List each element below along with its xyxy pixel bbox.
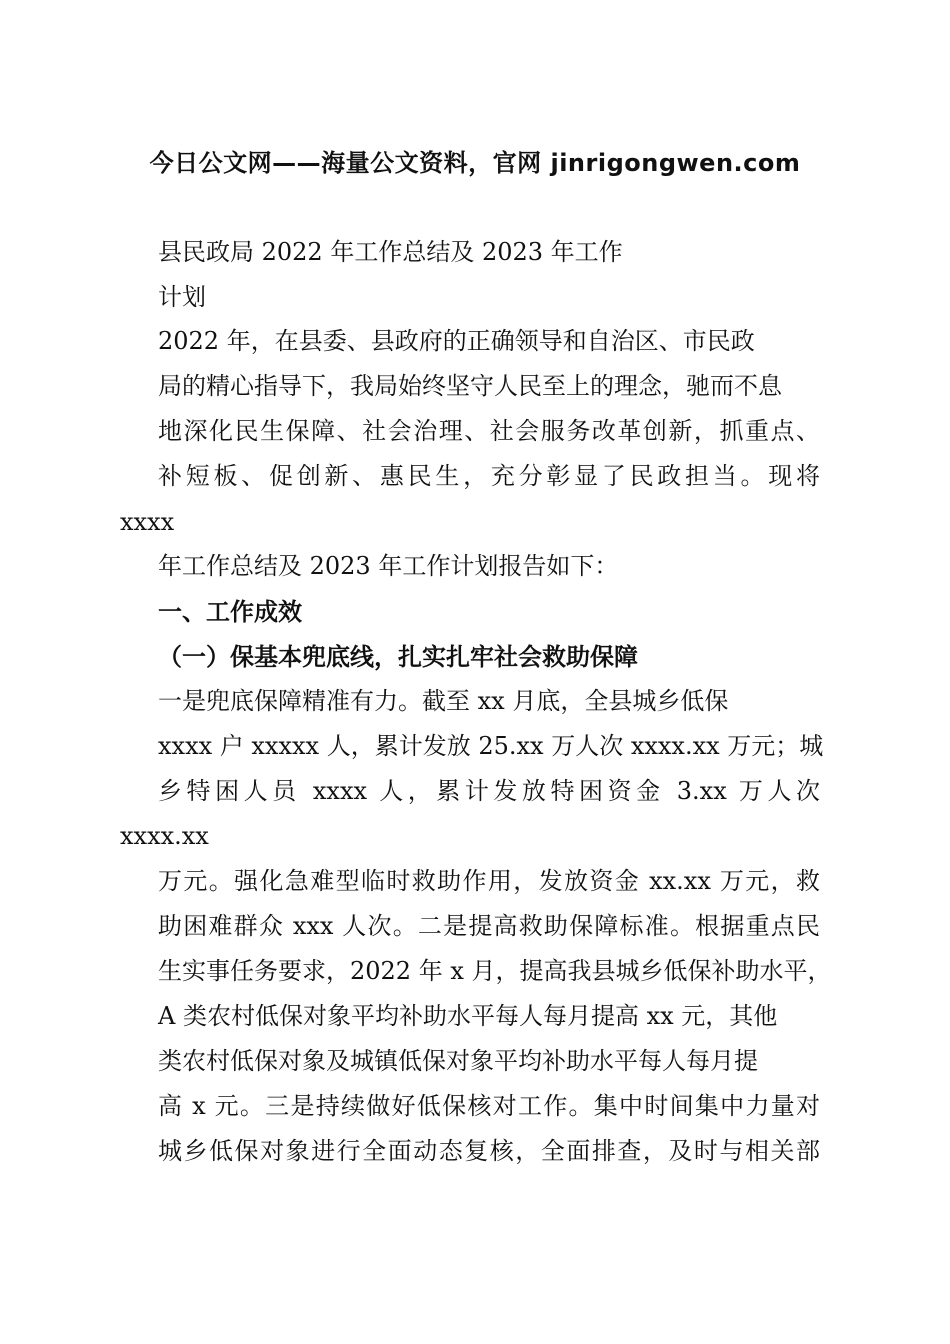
intro-line: 2022 年，在县委、县政府的正确领导和自治区、市民政 [158,327,755,355]
body-line: 一是兜底保障精准有力。截至 xx 月底，全县城乡低保 [158,687,729,715]
body-line: 城乡低保对象进行全面动态复核，全面排查，及时与相关部 [158,1137,820,1165]
intro-line: 年工作总结及 2023 年工作计划报告如下： [158,552,619,580]
doc-title-line-1: 县民政局 2022 年工作总结及 2023 年工作 [158,238,623,266]
body-line: xxxx 户 xxxxx 人，累计发放 25.xx 万人次 xxxx.xx 万元；城 [158,732,824,760]
intro-line: 局的精心指导下，我局始终坚守人民至上的理念，驰而不息 [158,372,782,400]
body-line: 万元。强化急难型临时救助作用，发放资金 xx.xx 万元，救 [158,867,820,895]
body-line: 助困难群众 xxx 人次。二是提高救助保障标准。根据重点民 [158,912,820,940]
body-line: 生实事任务要求，2022 年 x 月，提高我县城乡低保补助水平， [158,957,832,985]
body-line: 乡特困人员 xxxx 人，累计发放特困资金 3.xx 万人次 [158,777,820,805]
body-line: 类农村低保对象及城镇低保对象平均补助水平每人每月提 [158,1047,758,1075]
subsection-heading: （一）保基本兜底线，扎实扎牢社会救助保障 [158,643,638,671]
body-line: xxxx.xx [120,822,209,850]
intro-line: 补短板、促创新、惠民生，充分彰显了民政担当。现将 [158,462,820,490]
body-line: A 类农村低保对象平均补助水平每人每月提高 xx 元，其他 [158,1002,778,1030]
section-heading: 一、工作成效 [158,598,302,626]
intro-line: xxxx [120,508,175,536]
doc-title-line-2: 计划 [158,283,206,311]
body-line: 高 x 元。三是持续做好低保核对工作。集中时间集中力量对 [158,1092,820,1120]
site-header: 今日公文网——海量公文资料，官网 jinrigongwen.com [149,149,801,177]
intro-line: 地深化民生保障、社会治理、社会服务改革创新，抓重点、 [158,417,820,445]
